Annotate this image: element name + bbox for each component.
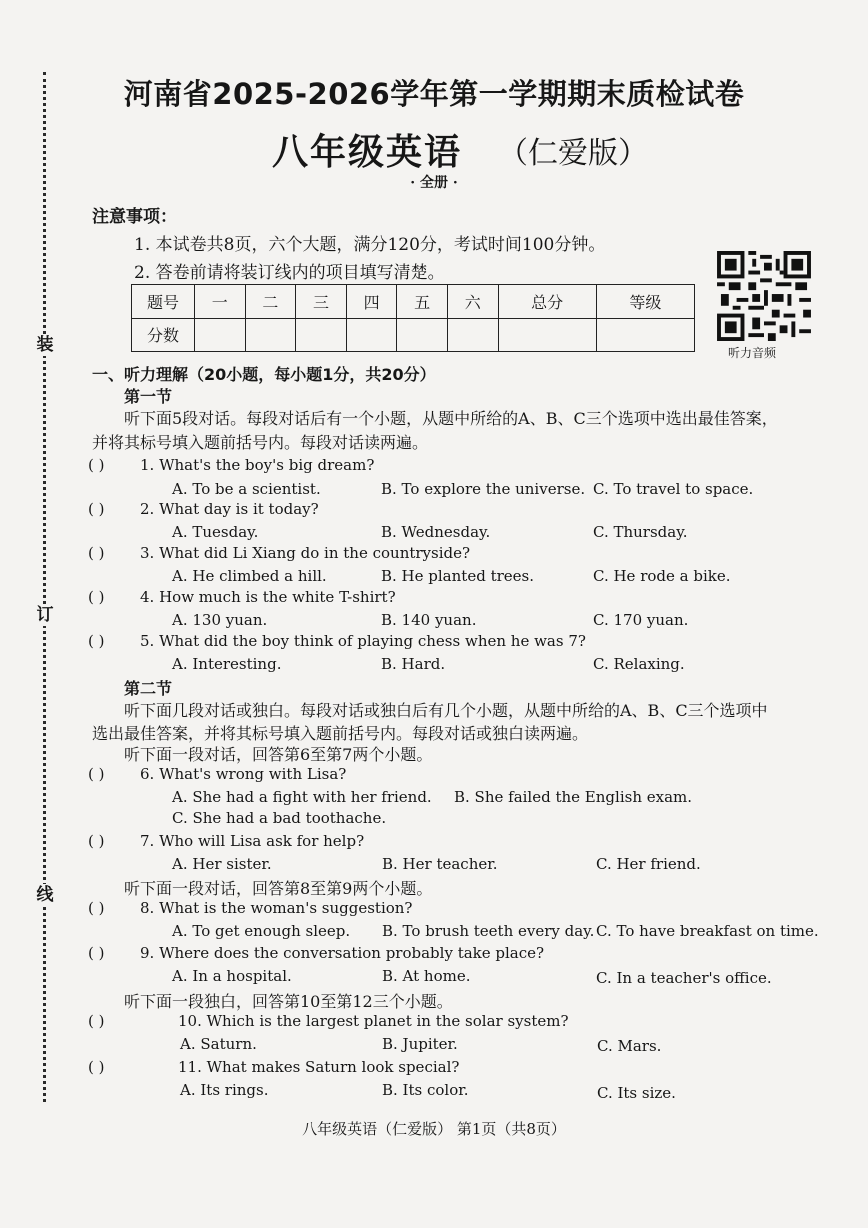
- page-footer: 八年级英语（仁爱版） 第1页（共8页）: [302, 1120, 566, 1138]
- answer-blank[interactable]: ( ): [88, 1012, 105, 1030]
- question-2: [88, 500, 848, 522]
- option-b: B. She failed the English exam.: [454, 788, 693, 806]
- score-table: [131, 284, 695, 352]
- option-c: C. She had a bad toothache.: [172, 809, 387, 827]
- question-9: [88, 944, 848, 966]
- option-c: C. Her friend.: [596, 855, 701, 873]
- question-6: [88, 765, 848, 787]
- option-b: B. Jupiter.: [382, 1035, 458, 1053]
- binding-char-xian: 线: [34, 884, 56, 906]
- score-row-label: 分数: [132, 318, 195, 352]
- option-b: B. He planted trees.: [381, 567, 534, 585]
- option-a: A. In a hospital.: [172, 967, 292, 985]
- answer-blank[interactable]: ( ): [88, 899, 105, 917]
- question-text: 3. What did Li Xiang do in the countryside?: [140, 544, 471, 562]
- score-header-cell: 总分: [498, 285, 596, 319]
- binding-char-ding: 订: [34, 604, 56, 626]
- option-b: B. Her teacher.: [382, 855, 498, 873]
- qr-label: 听力音频: [728, 346, 777, 360]
- option-c: C. To have breakfast on time.: [596, 922, 819, 940]
- option-c: C. Its size.: [597, 1084, 676, 1102]
- scope-label: · 全册 ·: [410, 175, 458, 191]
- question-7: [88, 832, 848, 854]
- qr-code-icon[interactable]: [716, 251, 812, 341]
- answer-blank[interactable]: ( ): [88, 588, 105, 606]
- option-b: B. To explore the universe.: [381, 480, 586, 498]
- section1-instruction-1: 听下面5段对话。每段对话后有一个小题，从题中所给的A、B、C三个选项中选出最佳答案，: [124, 409, 778, 428]
- question-text: 2. What day is it today?: [140, 500, 319, 518]
- notice-item-2: 2. 答卷前请将装订线内的项目填写清楚。: [134, 263, 445, 283]
- answer-blank[interactable]: ( ): [88, 456, 105, 474]
- question-text: 11. What makes Saturn look special?: [178, 1058, 460, 1076]
- score-cell[interactable]: [245, 318, 296, 352]
- question-text: 9. Where does the conversation probably take place?: [140, 944, 545, 962]
- option-c: C. In a teacher's office.: [596, 969, 772, 987]
- part1-title: 一、听力理解（20小题，每小题1分，共20分）: [92, 365, 436, 384]
- score-cell[interactable]: [346, 318, 397, 352]
- score-header-cell: 一: [195, 285, 246, 319]
- score-table-header-row: [132, 285, 695, 319]
- answer-blank[interactable]: ( ): [88, 832, 105, 850]
- question-5: [88, 632, 848, 654]
- option-a: A. Saturn.: [180, 1035, 257, 1053]
- option-a: A. Its rings.: [180, 1081, 269, 1099]
- option-a: A. He climbed a hill.: [172, 567, 327, 585]
- answer-blank[interactable]: ( ): [88, 544, 105, 562]
- option-c: C. Relaxing.: [593, 655, 685, 673]
- score-header-cell: 四: [346, 285, 397, 319]
- score-header-cell: 三: [296, 285, 347, 319]
- score-header-cell: 等级: [596, 285, 694, 319]
- question-text: 5. What did the boy think of playing chess when he was 7?: [140, 632, 586, 650]
- score-cell[interactable]: [447, 318, 498, 352]
- question-4: [88, 588, 848, 610]
- score-cell[interactable]: [596, 318, 694, 352]
- listening-prompt-3: 听下面一段独白，回答第10至第12三个小题。: [124, 992, 453, 1011]
- listening-prompt-1: 听下面一段对话，回答第6至第7两个小题。: [124, 745, 433, 764]
- question-3: [88, 544, 848, 566]
- section2-instruction-1: 听下面几段对话或独白。每段对话或独白后有几个小题，从题中所给的A、B、C三个选项中: [124, 701, 768, 720]
- question-1: [88, 456, 848, 478]
- option-c: C. To travel to space.: [593, 480, 754, 498]
- section1-instruction-2: 并将其标号填入题前括号内。每段对话读两遍。: [92, 433, 429, 452]
- option-a: A. She had a fight with her friend.: [172, 788, 432, 806]
- binding-char-zhuang: 装: [34, 334, 56, 356]
- option-c: C. 170 yuan.: [593, 611, 689, 629]
- score-header-cell: 题号: [132, 285, 195, 319]
- option-b: B. Its color.: [382, 1081, 469, 1099]
- option-a: A. 130 yuan.: [172, 611, 268, 629]
- option-a: A. To be a scientist.: [172, 480, 321, 498]
- option-a: A. Interesting.: [172, 655, 282, 673]
- answer-blank[interactable]: ( ): [88, 1058, 105, 1076]
- answer-blank[interactable]: ( ): [88, 765, 105, 783]
- answer-blank[interactable]: ( ): [88, 944, 105, 962]
- question-text: 10. Which is the largest planet in the solar system?: [178, 1012, 569, 1030]
- score-cell[interactable]: [397, 318, 448, 352]
- question-text: 1. What's the boy's big dream?: [140, 456, 375, 474]
- notice-title: 注意事项：: [92, 207, 177, 227]
- score-cell[interactable]: [296, 318, 347, 352]
- question-text: 4. How much is the white T-shirt?: [140, 588, 396, 606]
- question-text: 6. What's wrong with Lisa?: [140, 765, 347, 783]
- question-10: [88, 1012, 848, 1034]
- listening-prompt-2: 听下面一段对话，回答第8至第9两个小题。: [124, 879, 433, 898]
- option-c: C. He rode a bike.: [593, 567, 731, 585]
- edition-label: （仁爱版）: [498, 136, 648, 171]
- section2-title: 第二节: [124, 679, 173, 698]
- exam-title: 河南省2025-2026学年第一学期期末质检试卷: [123, 77, 745, 111]
- question-11: [88, 1058, 848, 1080]
- score-header-cell: 五: [397, 285, 448, 319]
- option-b: B. Wednesday.: [381, 523, 491, 541]
- score-header-cell: 六: [447, 285, 498, 319]
- option-c: C. Thursday.: [593, 523, 688, 541]
- answer-blank[interactable]: ( ): [88, 632, 105, 650]
- score-cell[interactable]: [195, 318, 246, 352]
- score-header-cell: 二: [245, 285, 296, 319]
- score-cell[interactable]: [498, 318, 596, 352]
- question-text: 7. Who will Lisa ask for help?: [140, 832, 365, 850]
- answer-blank[interactable]: ( ): [88, 500, 105, 518]
- option-a: A. Her sister.: [172, 855, 272, 873]
- section1-title: 第一节: [124, 387, 173, 406]
- option-b: B. Hard.: [381, 655, 446, 673]
- option-b: B. 140 yuan.: [381, 611, 477, 629]
- option-a: A. Tuesday.: [172, 523, 259, 541]
- option-a: A. To get enough sleep.: [172, 922, 351, 940]
- option-b: B. To brush teeth every day.: [382, 922, 595, 940]
- notice-item-1: 1. 本试卷共8页，六个大题，满分120分，考试时间100分钟。: [134, 235, 606, 255]
- subject-title: 八年级英语: [272, 132, 463, 173]
- binding-line: [43, 72, 46, 1102]
- score-table-score-row: [132, 318, 695, 352]
- option-c: C. Mars.: [597, 1037, 662, 1055]
- question-8: [88, 899, 848, 921]
- option-b: B. At home.: [382, 967, 471, 985]
- question-text: 8. What is the woman's suggestion?: [140, 899, 413, 917]
- section2-instruction-2: 选出最佳答案，并将其标号填入题前括号内。每段对话或独白读两遍。: [92, 724, 589, 743]
